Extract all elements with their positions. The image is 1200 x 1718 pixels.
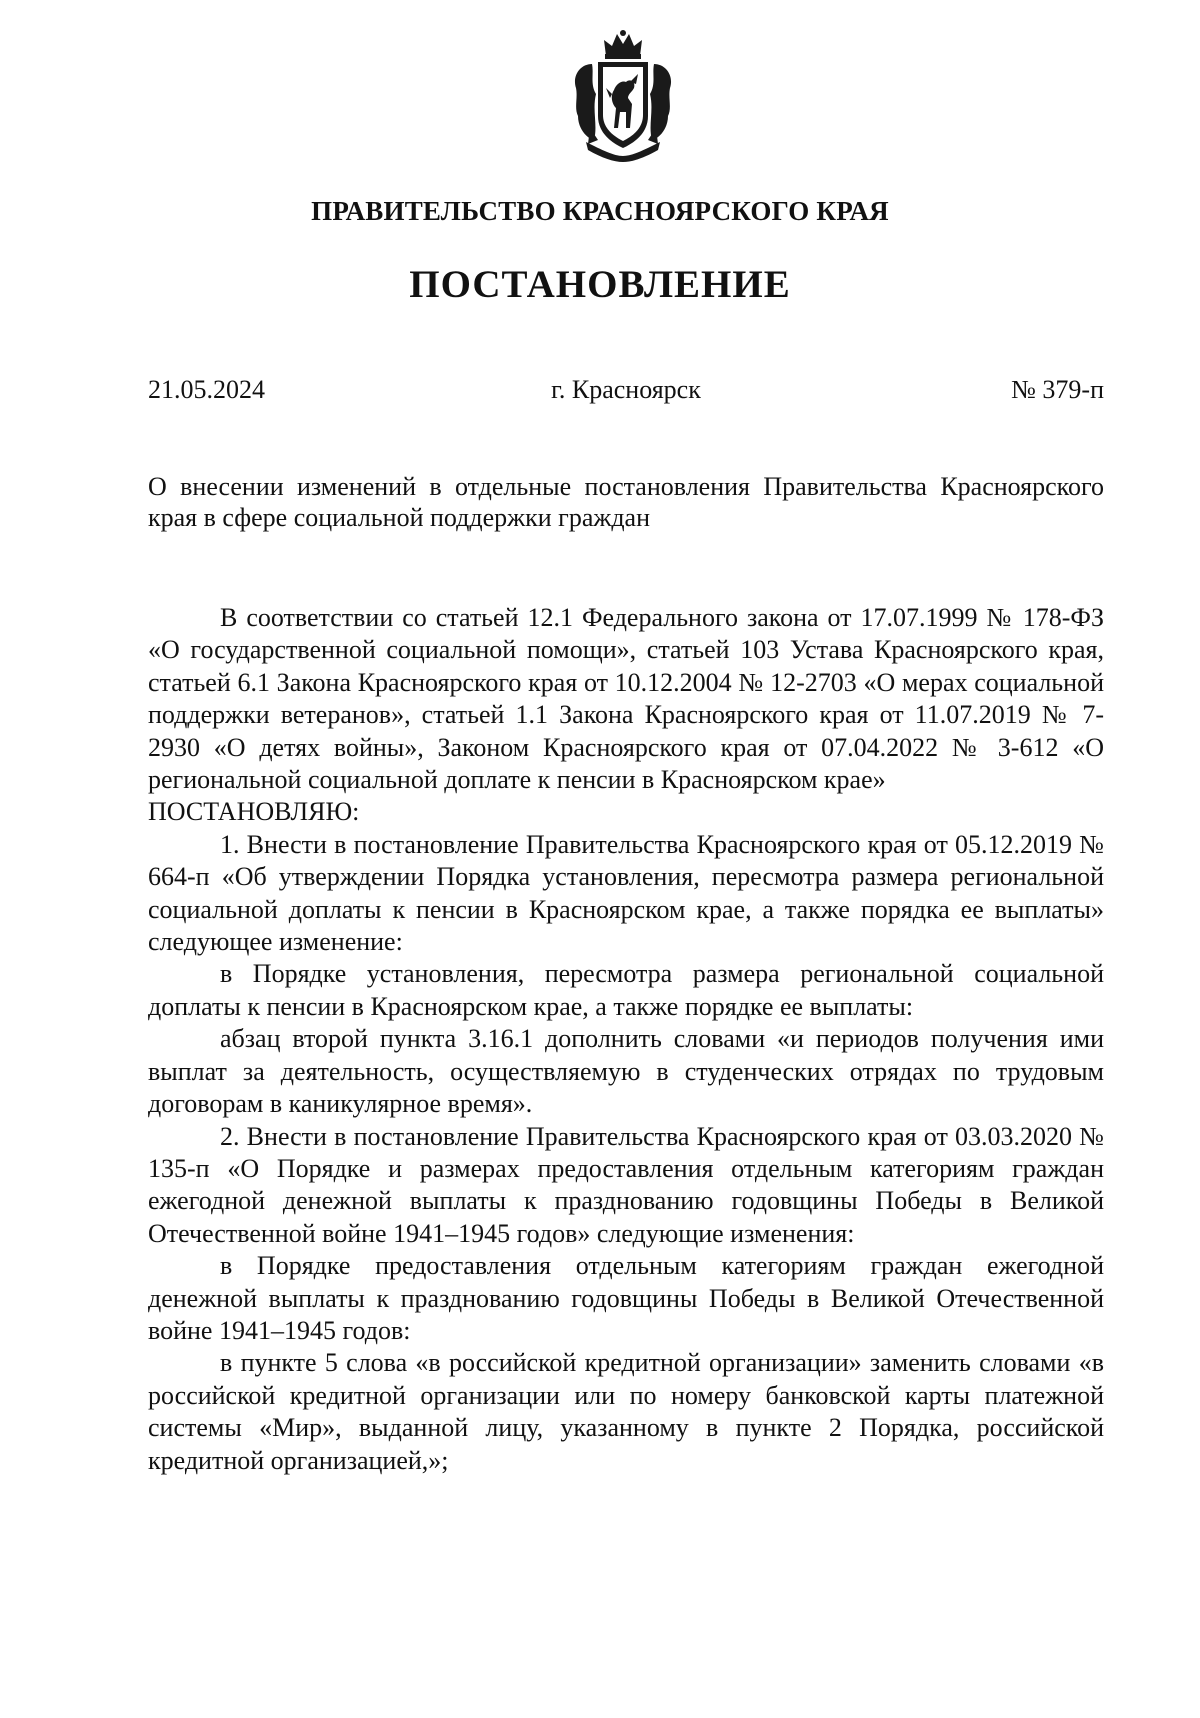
resolve-statement: ПОСТАНОВЛЯЮ: bbox=[148, 797, 360, 827]
document-number: № 379-п bbox=[1011, 375, 1104, 404]
document-date: 21.05.2024 bbox=[148, 375, 265, 404]
preamble-paragraph: В соответствии со статьей 12.1 Федерального закона от 17.07.1999 № 178-ФЗ «О государственной социальной помощи», статьей 103 Устава Красноярского края, статьей 6.1 Закона Красноярского края от 10.12.2004 № 12-2703 «О мерах социальной поддержки ветеранов», статьей 1.1 Закона Красноярского края от 11.07.2019 № 7-2930 «О детях войны», Законом Красноярского края от 07.04.2022 № 3-612 «О региональной социальной доплате к пенсии в Красноярском крае» bbox=[148, 603, 1104, 795]
organization-title: ПРАВИТЕЛЬСТВО КРАСНОЯРСКОГО КРАЯ bbox=[311, 196, 889, 226]
body-paragraph: в пункте 5 слова «в российской кредитной организации» заменить словами «в российской кредитной организации или по номеру банковской карты платежной системы «Мир», выданной лицу, указанному в пункте 2 Порядка, российской кредитной организацией,»; bbox=[148, 1348, 1104, 1475]
body-paragraph: в Порядке предоставления отдельным категориям граждан ежегодной денежной выплаты к празднованию годовщины Победы в Великой Отечественной войне 1941–1945 годов: bbox=[148, 1251, 1104, 1345]
body-paragraph: абзац второй пункта 3.16.1 дополнить словами «и периодов получения ими выплат за деятельность, осуществляемую в студенческих отрядах по трудовым договорам в каникулярное время». bbox=[148, 1024, 1104, 1119]
document-subject: О внесении изменений в отдельные постановления Правительства Красноярского края в сфере социальной поддержки граждан bbox=[148, 472, 1104, 532]
body-paragraph: 1. Внести в постановление Правительства Красноярского края от 05.12.2019 № 664-п «Об утверждении Порядка установления, пересмотра размера региональной социальной доплаты к пенсии в Красноярском крае, а также порядка ее выплаты» следующее изменение: bbox=[148, 829, 1104, 957]
document-city: г. Красноярск bbox=[551, 375, 701, 404]
document-body bbox=[148, 602, 1104, 1477]
body-paragraph: в Порядке установления, пересмотра размера региональной социальной доплаты к пенсии в Красноярском крае, а также порядке ее выплаты: bbox=[148, 959, 1104, 1021]
body-paragraph: 2. Внести в постановление Правительства Красноярского края от 03.03.2020 № 135-п «О Порядке и размерах предоставления отдельным категориям граждан ежегодной денежной выплаты к празднованию годовщины Победы в Великой Отечественной войне 1941–1945 годов» следующие изменения: bbox=[148, 1121, 1104, 1248]
document-type-title: ПОСТАНОВЛЕНИЕ bbox=[409, 263, 791, 306]
document-meta-line bbox=[148, 375, 1104, 409]
krasnoyarsk-coat-of-arms-icon bbox=[568, 28, 678, 163]
